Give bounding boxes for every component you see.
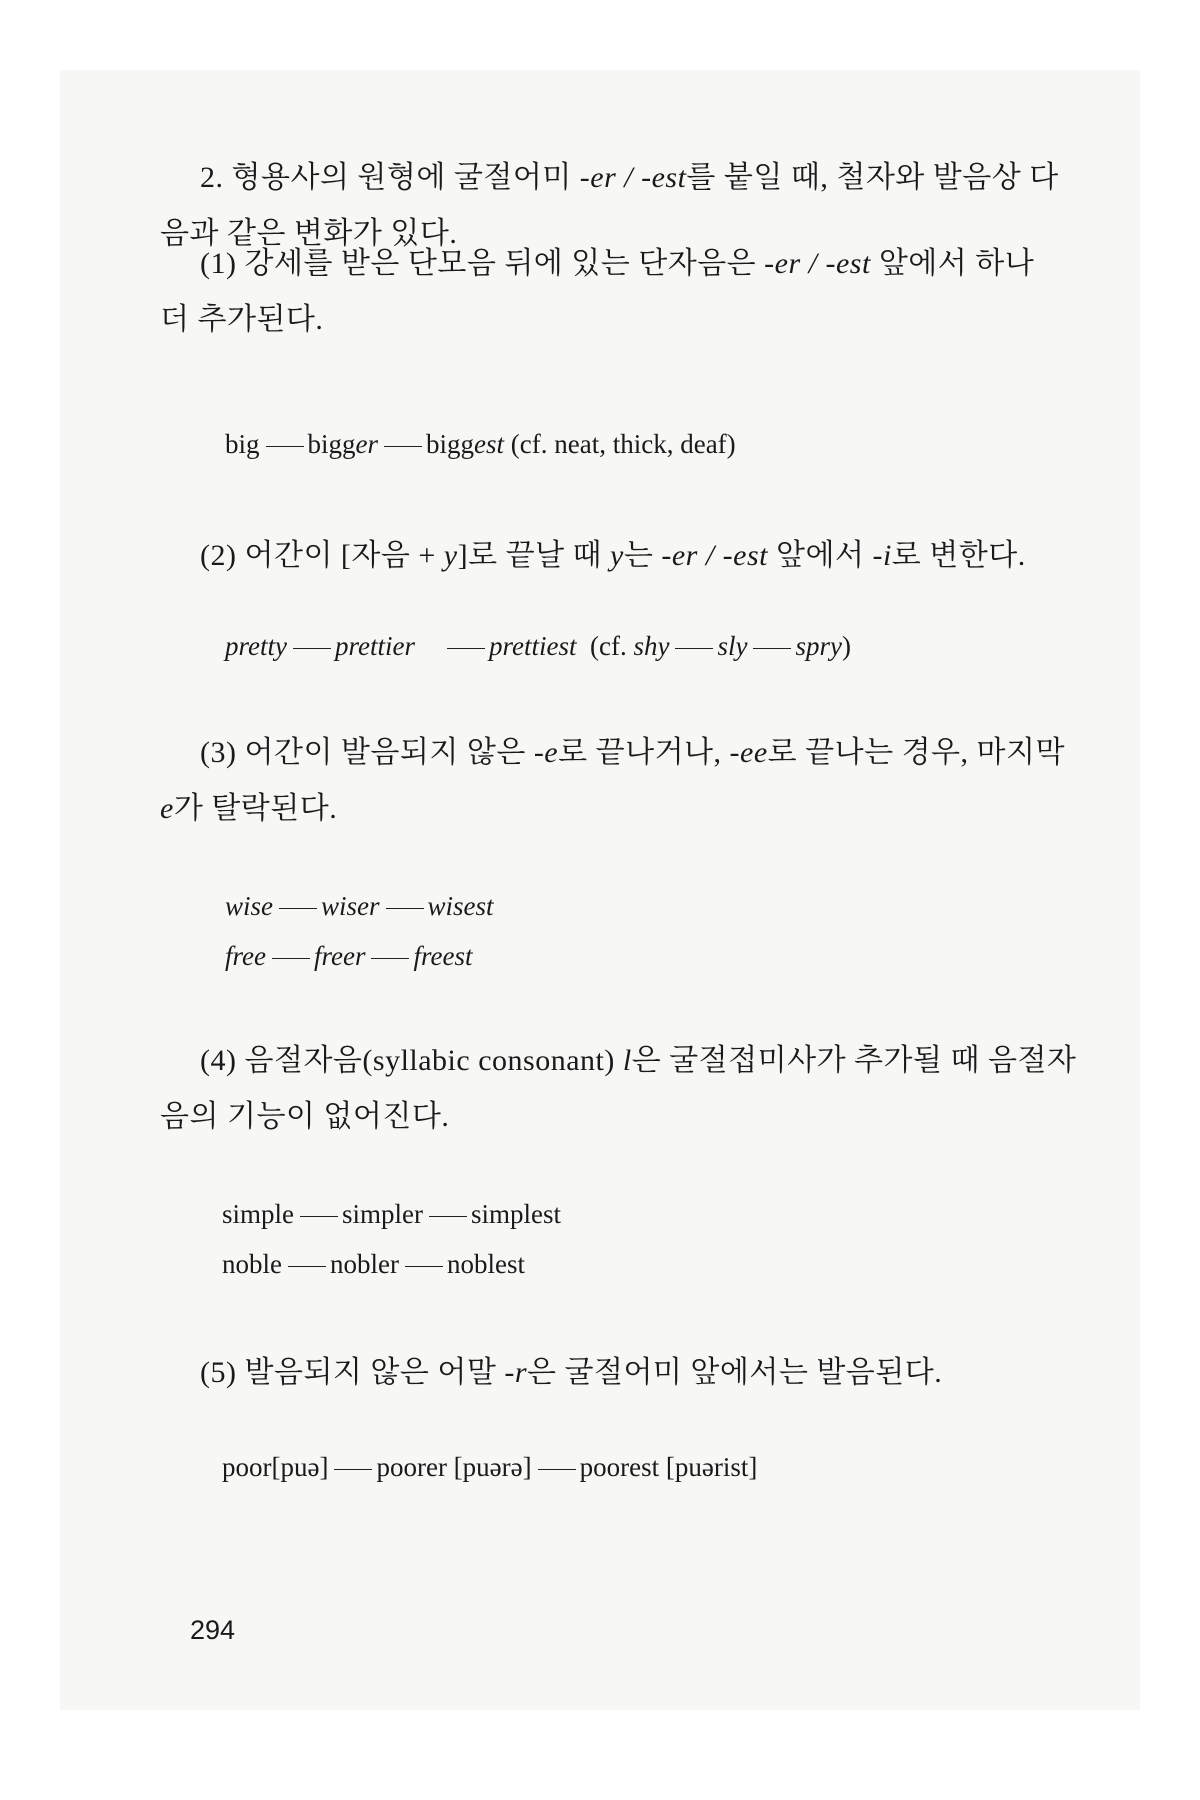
dash [386,908,424,909]
example-word: noblest [446,1249,525,1279]
dash [272,958,310,959]
example-word: sly [717,631,748,661]
example-word: spry [795,631,842,661]
dash [266,446,304,447]
rule-5-line-1: (5) 발음되지 않은 어말 -r은 굴절어미 앞에서는 발음된다. [200,1356,943,1389]
rule-4-paragraph [160,1033,1077,1145]
example-4-row-2 [222,1240,525,1288]
dash [334,1469,372,1470]
rule-4-line-1: (4) 음절자음(syllabic consonant) l은 굴절접미사가 추가될 때 음절자 [200,1044,1077,1077]
example-word: wiser [321,891,380,921]
example-word: freest [413,941,473,971]
example-word: simplest [471,1199,562,1229]
example-word: wisest [427,891,494,921]
dash [371,958,409,959]
dash [538,1469,576,1470]
dash [447,648,485,649]
example-word: prettier [334,631,415,661]
dash [288,1266,326,1267]
example-word: poorer [puərə] [376,1452,532,1482]
dash [753,648,791,649]
dash [300,1216,338,1217]
example-2: pretty prettier prettiest (cf. shy sly spry) [225,631,851,661]
rule-3-paragraph [160,725,1065,837]
example-word: wise [225,891,274,921]
example-note: (cf. neat, thick, deaf) [504,429,736,459]
rule-2-line-1: (2) 어간이 [자음 + y]로 끝날 때 y는 -er / -est 앞에서 -i로 변한다. [200,539,1026,572]
example-word: noble [222,1249,282,1279]
example-word: prettiest [488,631,577,661]
dash [675,648,713,649]
rule-1-line-1: (1) 강세를 받은 단모음 뒤에 있는 단자음은 -er / -est 앞에서 하나 [200,247,1035,280]
section-2-line-1: 2. 형용사의 원형에 굴절어미 -er / -est를 붙일 때, 철자와 발음상 다 [200,161,1059,194]
example-word: simpler [342,1199,423,1229]
rule-1-line-2: 더 추가된다. [160,303,324,336]
dash [384,446,422,447]
section-2-line-2: 음과 같은 변화가 있다. [160,217,458,250]
example-3-row-2 [225,932,472,980]
example-word: shy [633,631,670,661]
example-word: bigg [307,429,356,459]
example-word: nobler [330,1249,399,1279]
rule-3-line-2: e가 탈락된다. [160,792,338,825]
example-suffix: est [474,429,505,459]
example-4-row-1 [222,1190,561,1238]
example-note: (cf. [576,631,634,661]
dash [429,1216,467,1217]
example-word: freer [313,941,366,971]
page-number: 294 [190,1615,236,1645]
example-word: bigg [426,429,475,459]
dash [279,908,317,909]
example-word: pretty [225,631,287,661]
example-word: simple [222,1199,294,1229]
example-word: big [225,429,260,459]
dash [293,648,331,649]
example-1 [225,420,736,468]
example-3-row-1 [225,882,494,930]
example-word: poor[puə] [222,1452,329,1482]
example-word: free [225,941,266,971]
rule-4-line-2: 음의 기능이 없어진다. [160,1100,450,1133]
rule-2-paragraph [160,528,1060,584]
rule-5-paragraph [160,1345,1060,1401]
example-suffix: er [355,429,379,459]
rule-3-line-1: (3) 어간이 발음되지 않은 -e로 끝나거나, -ee로 끝나는 경우, 마지막 [200,736,1065,769]
dash [405,1266,443,1267]
rule-1-paragraph [160,236,1060,348]
example-word: poorest [puərist] [579,1452,758,1482]
example-5 [222,1443,757,1491]
